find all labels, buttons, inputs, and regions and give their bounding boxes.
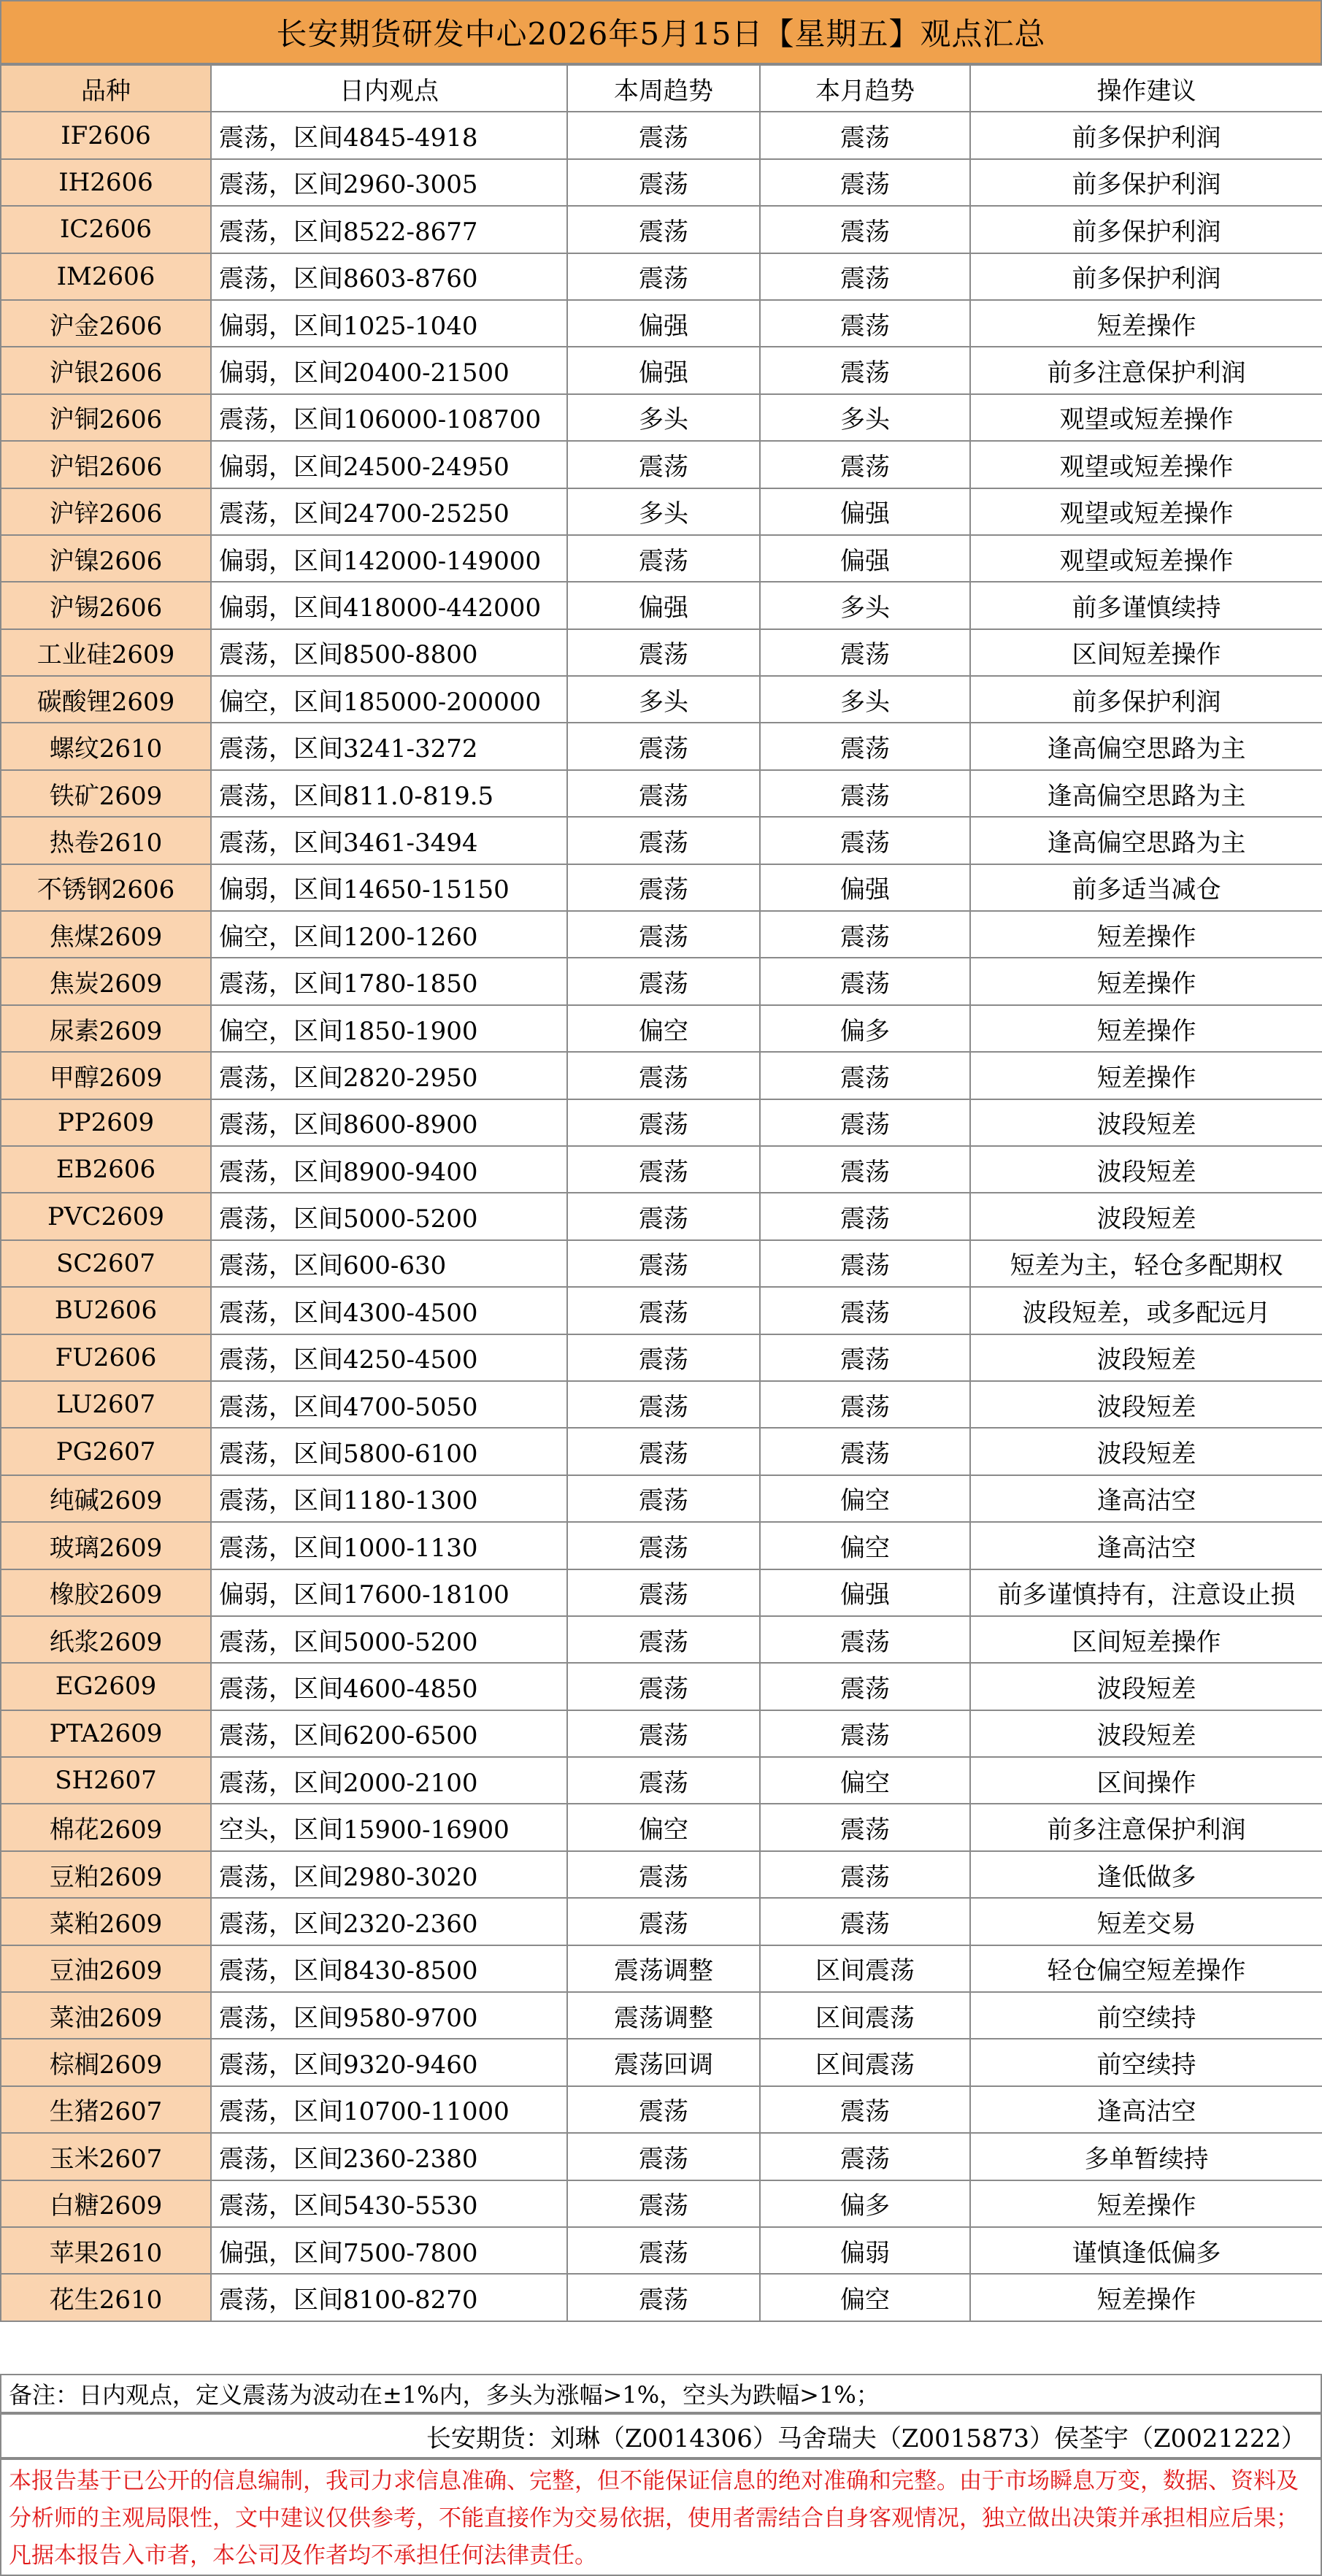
table-row (1, 1099, 1322, 1146)
cell-month: 区间震荡 (760, 1945, 970, 1992)
cell-advice: 短差为主，轻仓多配期权 (970, 1240, 1322, 1287)
cell-week: 震荡 (567, 1052, 760, 1099)
title-bar (0, 0, 1322, 64)
cell-intraday: 震荡，区间5000-5200 (211, 1193, 567, 1239)
cell-month: 偏多 (760, 1005, 970, 1052)
cell-name: 沪金2606 (1, 300, 211, 347)
table-row (1, 1945, 1322, 1992)
cell-name: 铁矿2609 (1, 770, 211, 817)
cell-month: 多头 (760, 394, 970, 441)
header-intraday: 日内观点 (211, 65, 567, 112)
cell-name: 工业硅2609 (1, 629, 211, 676)
cell-week: 震荡 (567, 441, 760, 488)
cell-advice: 前空续持 (970, 2039, 1322, 2085)
table-row (1, 488, 1322, 535)
table-header (1, 65, 1322, 112)
cell-month: 偏空 (760, 2274, 970, 2321)
cell-advice: 波段短差，或多配远月 (970, 1287, 1322, 1334)
cell-name: IH2606 (1, 159, 211, 206)
table-row (1, 1663, 1322, 1710)
cell-advice: 波段短差 (970, 1193, 1322, 1239)
table-row (1, 535, 1322, 582)
cell-advice: 短差操作 (970, 958, 1322, 1004)
header-advice: 操作建议 (970, 65, 1322, 112)
cell-month: 震荡 (760, 1099, 970, 1146)
cell-advice: 波段短差 (970, 1334, 1322, 1381)
cell-week: 偏空 (567, 1804, 760, 1850)
cell-intraday: 震荡，区间2320-2360 (211, 1898, 567, 1945)
cell-name: 螺纹2610 (1, 723, 211, 769)
table-row (1, 958, 1322, 1004)
cell-month: 震荡 (760, 1710, 970, 1757)
cell-week: 震荡回调 (567, 2039, 760, 2085)
cell-week: 震荡 (567, 1334, 760, 1381)
cell-name: 沪铜2606 (1, 394, 211, 441)
cell-name: LU2607 (1, 1381, 211, 1428)
table-row (1, 1851, 1322, 1898)
cell-month: 偏空 (760, 1757, 970, 1804)
cell-name: 纸浆2609 (1, 1616, 211, 1663)
note: 备注：日内观点，定义震荡为波动在±1%内，多头为涨幅>1%，空头为跌幅>1%； (0, 2374, 1322, 2413)
cell-intraday: 震荡，区间8430-8500 (211, 1945, 567, 1992)
cell-name: 玉米2607 (1, 2133, 211, 2180)
cell-intraday: 震荡，区间600-630 (211, 1240, 567, 1287)
cell-name: 纯碱2609 (1, 1475, 211, 1522)
cell-name: 白糖2609 (1, 2180, 211, 2227)
cell-name: 沪银2606 (1, 347, 211, 393)
cell-intraday: 震荡，区间5000-5200 (211, 1616, 567, 1663)
cell-advice: 观望或短差操作 (970, 535, 1322, 582)
cell-advice: 短差操作 (970, 1052, 1322, 1099)
cell-intraday: 震荡，区间4600-4850 (211, 1663, 567, 1710)
cell-name: SH2607 (1, 1757, 211, 1804)
cell-name: 豆油2609 (1, 1945, 211, 1992)
cell-month: 多头 (760, 676, 970, 723)
cell-name: 菜粕2609 (1, 1898, 211, 1945)
table-body (1, 112, 1322, 2321)
cell-month: 偏强 (760, 535, 970, 582)
cell-intraday: 空头，区间15900-16900 (211, 1804, 567, 1850)
cell-week: 偏强 (567, 582, 760, 628)
cell-advice: 短差操作 (970, 2274, 1322, 2321)
cell-week: 震荡 (567, 1663, 760, 1710)
cell-intraday: 震荡，区间3461-3494 (211, 817, 567, 864)
cell-week: 多头 (567, 394, 760, 441)
cell-name: 苹果2610 (1, 2227, 211, 2274)
table-row (1, 2133, 1322, 2180)
cell-month: 震荡 (760, 112, 970, 158)
cell-week: 震荡 (567, 206, 760, 253)
cell-advice: 前多注意保护利润 (970, 1804, 1322, 1850)
cell-intraday: 震荡，区间2820-2950 (211, 1052, 567, 1099)
cell-week: 震荡 (567, 723, 760, 769)
table-row (1, 1287, 1322, 1334)
cell-intraday: 震荡，区间2000-2100 (211, 1757, 567, 1804)
cell-name: 菜油2609 (1, 1992, 211, 2039)
cell-intraday: 震荡，区间2960-3005 (211, 159, 567, 206)
cell-advice: 谨慎逢低偏多 (970, 2227, 1322, 2274)
cell-week: 震荡 (567, 1710, 760, 1757)
cell-week: 震荡调整 (567, 1992, 760, 2039)
cell-name: PVC2609 (1, 1193, 211, 1239)
cell-advice: 前多谨慎续持 (970, 582, 1322, 628)
cell-week: 震荡 (567, 864, 760, 911)
cell-name: 棕榈2609 (1, 2039, 211, 2085)
cell-month: 偏空 (760, 1522, 970, 1569)
cell-month: 震荡 (760, 1381, 970, 1428)
cell-intraday: 偏空，区间185000-200000 (211, 676, 567, 723)
cell-advice: 短差操作 (970, 300, 1322, 347)
cell-week: 震荡 (567, 1146, 760, 1193)
cell-month: 震荡 (760, 1663, 970, 1710)
cell-name: BU2606 (1, 1287, 211, 1334)
cell-advice: 短差交易 (970, 1898, 1322, 1945)
cell-advice: 波段短差 (970, 1146, 1322, 1193)
cell-name: 生猪2607 (1, 2086, 211, 2133)
cell-week: 震荡 (567, 535, 760, 582)
cell-intraday: 震荡，区间8522-8677 (211, 206, 567, 253)
cell-month: 震荡 (760, 1804, 970, 1850)
cell-month: 震荡 (760, 1193, 970, 1239)
cell-advice: 观望或短差操作 (970, 441, 1322, 488)
cell-advice: 短差操作 (970, 911, 1322, 958)
cell-week: 震荡 (567, 817, 760, 864)
cell-advice: 波段短差 (970, 1663, 1322, 1710)
table-row (1, 582, 1322, 628)
cell-month: 区间震荡 (760, 1992, 970, 2039)
authors: 长安期货：刘琳（Z0014306）马舍瑞夫（Z0015873）侯荃宇（Z0021222） (0, 2413, 1322, 2458)
cell-month: 偏多 (760, 2180, 970, 2227)
cell-advice: 区间操作 (970, 1757, 1322, 1804)
cell-name: 不锈钢2606 (1, 864, 211, 911)
cell-name: 甲醇2609 (1, 1052, 211, 1099)
cell-advice: 逢高偏空思路为主 (970, 770, 1322, 817)
cell-intraday: 震荡，区间8600-8900 (211, 1099, 567, 1146)
cell-advice: 前多注意保护利润 (970, 347, 1322, 393)
cell-month: 震荡 (760, 2133, 970, 2180)
table-row (1, 1381, 1322, 1428)
cell-week: 震荡 (567, 112, 760, 158)
cell-name: EG2609 (1, 1663, 211, 1710)
table-row (1, 864, 1322, 911)
cell-intraday: 震荡，区间9320-9460 (211, 2039, 567, 2085)
table-row (1, 1569, 1322, 1616)
cell-month: 震荡 (760, 347, 970, 393)
table-row (1, 300, 1322, 347)
cell-advice: 前多谨慎持有，注意设止损 (970, 1569, 1322, 1616)
cell-name: IC2606 (1, 206, 211, 253)
cell-week: 震荡 (567, 1475, 760, 1522)
cell-intraday: 震荡，区间2980-3020 (211, 1851, 567, 1898)
cell-month: 震荡 (760, 300, 970, 347)
table-row (1, 2039, 1322, 2085)
cell-name: 焦煤2609 (1, 911, 211, 958)
cell-advice: 逢低做多 (970, 1851, 1322, 1898)
cell-name: 碳酸锂2609 (1, 676, 211, 723)
cell-intraday: 震荡，区间106000-108700 (211, 394, 567, 441)
table-row (1, 1522, 1322, 1569)
table-row (1, 1146, 1322, 1193)
table-row (1, 2227, 1322, 2274)
cell-month: 震荡 (760, 1334, 970, 1381)
cell-intraday: 震荡，区间1780-1850 (211, 958, 567, 1004)
table-row (1, 1992, 1322, 2039)
cell-month: 多头 (760, 582, 970, 628)
cell-month: 偏强 (760, 1569, 970, 1616)
cell-name: 沪锡2606 (1, 582, 211, 628)
cell-advice: 区间短差操作 (970, 1616, 1322, 1663)
cell-intraday: 震荡，区间8100-8270 (211, 2274, 567, 2321)
table-row (1, 1898, 1322, 1945)
cell-name: 橡胶2609 (1, 1569, 211, 1616)
cell-week: 震荡 (567, 770, 760, 817)
cell-advice: 短差操作 (970, 2180, 1322, 2227)
cell-month: 震荡 (760, 1851, 970, 1898)
cell-name: PG2607 (1, 1428, 211, 1475)
table-row (1, 2086, 1322, 2133)
cell-intraday: 偏空，区间1850-1900 (211, 1005, 567, 1052)
table-row (1, 1240, 1322, 1287)
table-row (1, 1052, 1322, 1099)
cell-name: IF2606 (1, 112, 211, 158)
cell-week: 偏强 (567, 300, 760, 347)
table-row (1, 1005, 1322, 1052)
cell-week: 震荡 (567, 1851, 760, 1898)
table-row (1, 112, 1322, 158)
cell-week: 震荡 (567, 2133, 760, 2180)
table-row (1, 1757, 1322, 1804)
cell-week: 震荡 (567, 159, 760, 206)
cell-week: 震荡 (567, 2180, 760, 2227)
table-row (1, 159, 1322, 206)
cell-week: 偏空 (567, 1005, 760, 1052)
cell-advice: 逢高沽空 (970, 1475, 1322, 1522)
table-row (1, 441, 1322, 488)
cell-week: 震荡 (567, 1616, 760, 1663)
cell-advice: 逢高沽空 (970, 2086, 1322, 2133)
cell-week: 震荡 (567, 629, 760, 676)
cell-intraday: 震荡，区间1000-1130 (211, 1522, 567, 1569)
disclaimer: 本报告基于已公开的信息编制，我司力求信息准确、完整，但不能保证信息的绝对准确和完整。由于市场瞬息万变，数据、资料及分析师的主观局限性，文中建议仅供参考，不能直接作为交易依据，使用者需结合自身客观情况，独立做出决策并承担相应后果；凡据本报告入市者，本公司及作者均不承担任何法律责任。 (0, 2458, 1322, 2576)
page-title: 长安期货研发中心2026年5月15日【星期五】观点汇总 (276, 16, 1046, 52)
cell-week: 多头 (567, 488, 760, 535)
cell-intraday: 偏弱，区间14650-15150 (211, 864, 567, 911)
cell-month: 震荡 (760, 159, 970, 206)
table-row (1, 1804, 1322, 1850)
cell-week: 震荡 (567, 1240, 760, 1287)
cell-intraday: 震荡，区间4845-4918 (211, 112, 567, 158)
cell-advice: 前空续持 (970, 1992, 1322, 2039)
cell-intraday: 震荡，区间9580-9700 (211, 1992, 567, 2039)
cell-week: 震荡 (567, 911, 760, 958)
table-row (1, 1616, 1322, 1663)
cell-advice: 多单暂续持 (970, 2133, 1322, 2180)
cell-week: 震荡 (567, 1569, 760, 1616)
cell-intraday: 震荡，区间4250-4500 (211, 1334, 567, 1381)
table-row (1, 206, 1322, 253)
cell-week: 震荡 (567, 1381, 760, 1428)
cell-intraday: 震荡，区间811.0-819.5 (211, 770, 567, 817)
cell-week: 震荡 (567, 2274, 760, 2321)
cell-name: 焦炭2609 (1, 958, 211, 1004)
cell-intraday: 震荡，区间6200-6500 (211, 1710, 567, 1757)
cell-name: 沪锌2606 (1, 488, 211, 535)
cell-month: 震荡 (760, 253, 970, 300)
cell-name: 尿素2609 (1, 1005, 211, 1052)
cell-advice: 观望或短差操作 (970, 488, 1322, 535)
cell-intraday: 偏弱，区间24500-24950 (211, 441, 567, 488)
table-row (1, 817, 1322, 864)
cell-name: 棉花2609 (1, 1804, 211, 1850)
table-row (1, 1710, 1322, 1757)
cell-intraday: 震荡，区间3241-3272 (211, 723, 567, 769)
cell-intraday: 震荡，区间4700-5050 (211, 1381, 567, 1428)
cell-month: 震荡 (760, 723, 970, 769)
cell-name: EB2606 (1, 1146, 211, 1193)
cell-name: 花生2610 (1, 2274, 211, 2321)
cell-week: 震荡 (567, 1287, 760, 1334)
cell-month: 震荡 (760, 958, 970, 1004)
cell-advice: 观望或短差操作 (970, 394, 1322, 441)
cell-month: 震荡 (760, 441, 970, 488)
cell-intraday: 偏弱，区间17600-18100 (211, 1569, 567, 1616)
outlook-table (0, 64, 1322, 2322)
cell-week: 多头 (567, 676, 760, 723)
cell-month: 震荡 (760, 206, 970, 253)
cell-week: 震荡 (567, 2227, 760, 2274)
cell-week: 震荡 (567, 1193, 760, 1239)
cell-advice: 短差操作 (970, 1005, 1322, 1052)
cell-intraday: 震荡，区间1180-1300 (211, 1475, 567, 1522)
cell-week: 震荡 (567, 958, 760, 1004)
cell-advice: 波段短差 (970, 1710, 1322, 1757)
cell-week: 震荡 (567, 1757, 760, 1804)
table-row (1, 394, 1322, 441)
cell-advice: 前多保护利润 (970, 253, 1322, 300)
table-row (1, 1334, 1322, 1381)
table-row (1, 2180, 1322, 2227)
cell-advice: 区间短差操作 (970, 629, 1322, 676)
cell-intraday: 震荡，区间8603-8760 (211, 253, 567, 300)
cell-advice: 轻仓偏空短差操作 (970, 1945, 1322, 1992)
table-row (1, 1193, 1322, 1239)
cell-advice: 前多保护利润 (970, 206, 1322, 253)
cell-name: FU2606 (1, 1334, 211, 1381)
table-row (1, 1428, 1322, 1475)
cell-month: 震荡 (760, 1287, 970, 1334)
cell-intraday: 偏弱，区间20400-21500 (211, 347, 567, 393)
cell-intraday: 震荡，区间8900-9400 (211, 1146, 567, 1193)
cell-intraday: 偏强，区间7500-7800 (211, 2227, 567, 2274)
cell-name: 豆粕2609 (1, 1851, 211, 1898)
cell-month: 震荡 (760, 1146, 970, 1193)
table-row (1, 629, 1322, 676)
cell-name: PP2609 (1, 1099, 211, 1146)
cell-month: 震荡 (760, 1898, 970, 1945)
cell-week: 震荡 (567, 1522, 760, 1569)
cell-week: 震荡 (567, 1099, 760, 1146)
cell-intraday: 震荡，区间24700-25250 (211, 488, 567, 535)
cell-month: 震荡 (760, 1616, 970, 1663)
cell-intraday: 震荡，区间10700-11000 (211, 2086, 567, 2133)
table-row (1, 1475, 1322, 1522)
cell-month: 区间震荡 (760, 2039, 970, 2085)
cell-intraday: 偏空，区间1200-1260 (211, 911, 567, 958)
cell-month: 震荡 (760, 1240, 970, 1287)
cell-week: 震荡 (567, 253, 760, 300)
table-row (1, 911, 1322, 958)
table-row (1, 347, 1322, 393)
cell-name: SC2607 (1, 1240, 211, 1287)
table-row (1, 253, 1322, 300)
cell-month: 偏强 (760, 864, 970, 911)
header-week: 本周趋势 (567, 65, 760, 112)
cell-week: 震荡 (567, 1428, 760, 1475)
table-row (1, 723, 1322, 769)
cell-month: 偏强 (760, 488, 970, 535)
cell-name: 沪铝2606 (1, 441, 211, 488)
cell-name: PTA2609 (1, 1710, 211, 1757)
cell-intraday: 震荡，区间8500-8800 (211, 629, 567, 676)
cell-intraday: 震荡，区间5430-5530 (211, 2180, 567, 2227)
cell-month: 震荡 (760, 2086, 970, 2133)
cell-month: 震荡 (760, 1052, 970, 1099)
cell-month: 偏弱 (760, 2227, 970, 2274)
cell-month: 震荡 (760, 1428, 970, 1475)
table-row (1, 676, 1322, 723)
cell-week: 偏强 (567, 347, 760, 393)
cell-week: 震荡 (567, 1898, 760, 1945)
cell-name: 热卷2610 (1, 817, 211, 864)
header-month: 本月趋势 (760, 65, 970, 112)
cell-month: 偏空 (760, 1475, 970, 1522)
cell-month: 震荡 (760, 629, 970, 676)
cell-intraday: 偏弱，区间142000-149000 (211, 535, 567, 582)
cell-month: 震荡 (760, 770, 970, 817)
cell-week: 震荡 (567, 2086, 760, 2133)
cell-name: IM2606 (1, 253, 211, 300)
cell-name: 玻璃2609 (1, 1522, 211, 1569)
cell-advice: 逢高偏空思路为主 (970, 723, 1322, 769)
header-name: 品种 (1, 65, 211, 112)
cell-advice: 逢高沽空 (970, 1522, 1322, 1569)
cell-advice: 逢高偏空思路为主 (970, 817, 1322, 864)
cell-advice: 前多保护利润 (970, 159, 1322, 206)
cell-intraday: 震荡，区间4300-4500 (211, 1287, 567, 1334)
cell-intraday: 偏弱，区间1025-1040 (211, 300, 567, 347)
cell-advice: 前多适当减仓 (970, 864, 1322, 911)
cell-advice: 波段短差 (970, 1381, 1322, 1428)
table-row (1, 770, 1322, 817)
cell-month: 震荡 (760, 817, 970, 864)
cell-intraday: 震荡，区间2360-2380 (211, 2133, 567, 2180)
cell-intraday: 偏弱，区间418000-442000 (211, 582, 567, 628)
cell-advice: 波段短差 (970, 1428, 1322, 1475)
cell-advice: 前多保护利润 (970, 112, 1322, 158)
cell-intraday: 震荡，区间5800-6100 (211, 1428, 567, 1475)
cell-name: 沪镍2606 (1, 535, 211, 582)
cell-advice: 波段短差 (970, 1099, 1322, 1146)
cell-advice: 前多保护利润 (970, 676, 1322, 723)
table-row (1, 2274, 1322, 2321)
cell-week: 震荡调整 (567, 1945, 760, 1992)
cell-month: 震荡 (760, 911, 970, 958)
